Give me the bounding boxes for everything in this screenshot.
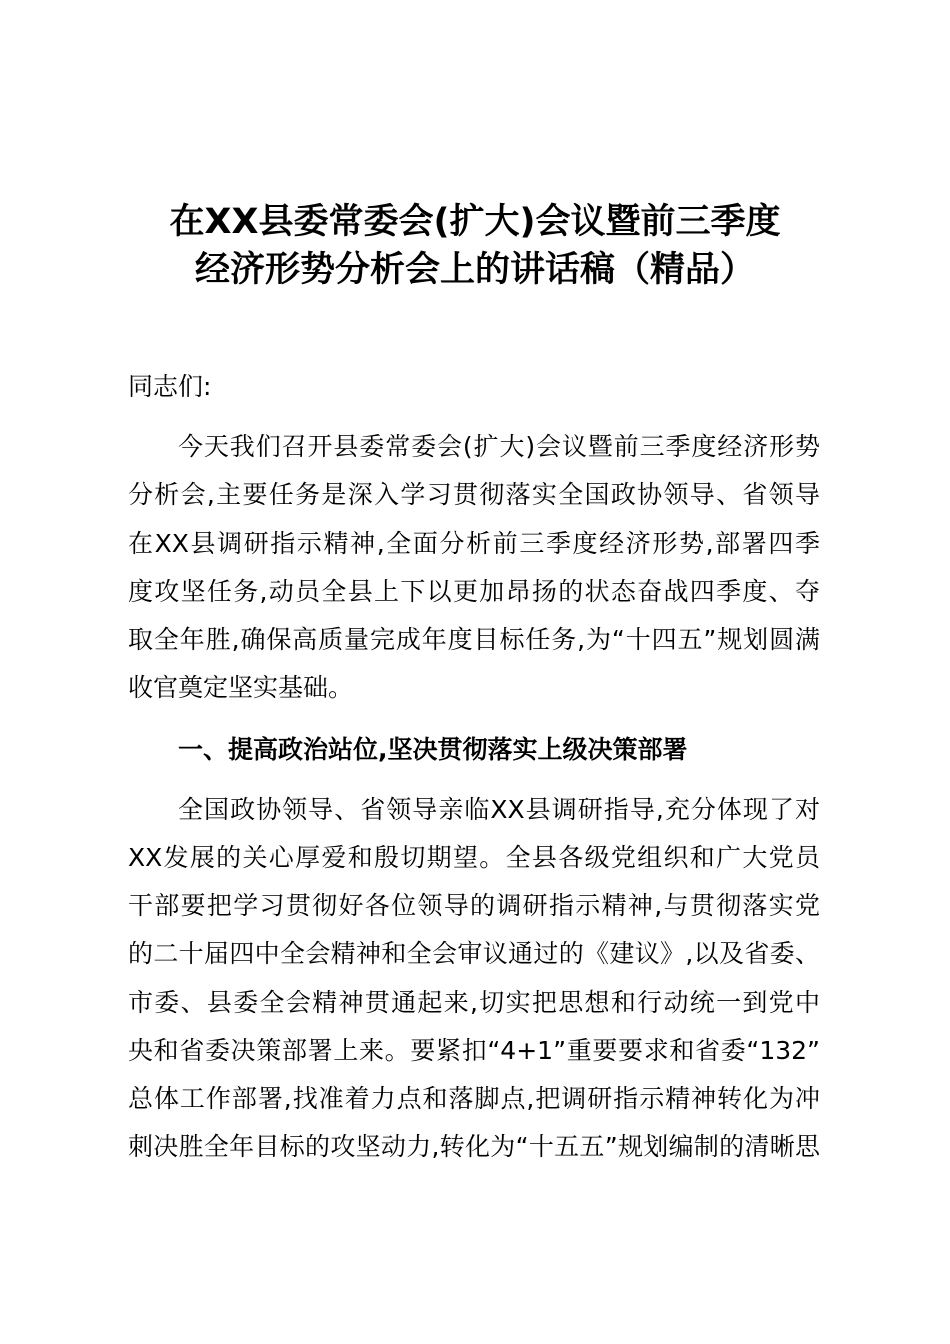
paragraph-line: 干部要把学习贯彻好各位领导的调研指示精神,与贯彻落实党 bbox=[128, 891, 820, 920]
paragraph-line: 的二十届四中全会精神和全会审议通过的《建议》,以及省委、 bbox=[128, 939, 820, 968]
paragraph-line: XX发展的关心厚爱和殷切期望。全县各级党组织和广大党员 bbox=[128, 843, 820, 872]
paragraph-line: 取全年胜,确保高质量完成年度目标任务,为“十四五”规划圆满 bbox=[128, 625, 820, 654]
paragraph-line: 刺决胜全年目标的攻坚动力,转化为“十五五”规划编制的清晰思 bbox=[128, 1132, 820, 1161]
paragraph-line: 全国政协领导、省领导亲临XX县调研指导,充分体现了对 bbox=[178, 795, 820, 824]
paragraph-line: 度攻坚任务,动员全县上下以更加昂扬的状态奋战四季度、夺 bbox=[128, 577, 820, 606]
paragraph-line: 收官奠定坚实基础。 bbox=[128, 673, 354, 702]
paragraph-line: 市委、县委全会精神贯通起来,切实把思想和行动统一到党中 bbox=[128, 988, 820, 1017]
document-title-line-2: 经济形势分析会上的讲话稿（精品） bbox=[194, 250, 755, 290]
section-heading: 一、提高政治站位,坚决贯彻落实上级决策部署 bbox=[178, 735, 688, 764]
paragraph-line: 总体工作部署,找准着力点和落脚点,把调研指示精神转化为冲 bbox=[128, 1084, 820, 1113]
paragraph-line: 在XX县调研指示精神,全面分析前三季度经济形势,部署四季 bbox=[128, 529, 820, 558]
paragraph-line: 分析会,主要任务是深入学习贯彻落实全国政协领导、省领导 bbox=[128, 480, 820, 509]
document-title-line-1: 在XX县委常委会(扩大)会议暨前三季度 bbox=[169, 202, 781, 242]
paragraph-line: 今天我们召开县委常委会(扩大)会议暨前三季度经济形势 bbox=[178, 432, 820, 461]
paragraph-line: 央和省委决策部署上来。要紧扣“4+1”重要要求和省委“132” bbox=[128, 1036, 820, 1065]
salutation: 同志们: bbox=[128, 372, 212, 401]
